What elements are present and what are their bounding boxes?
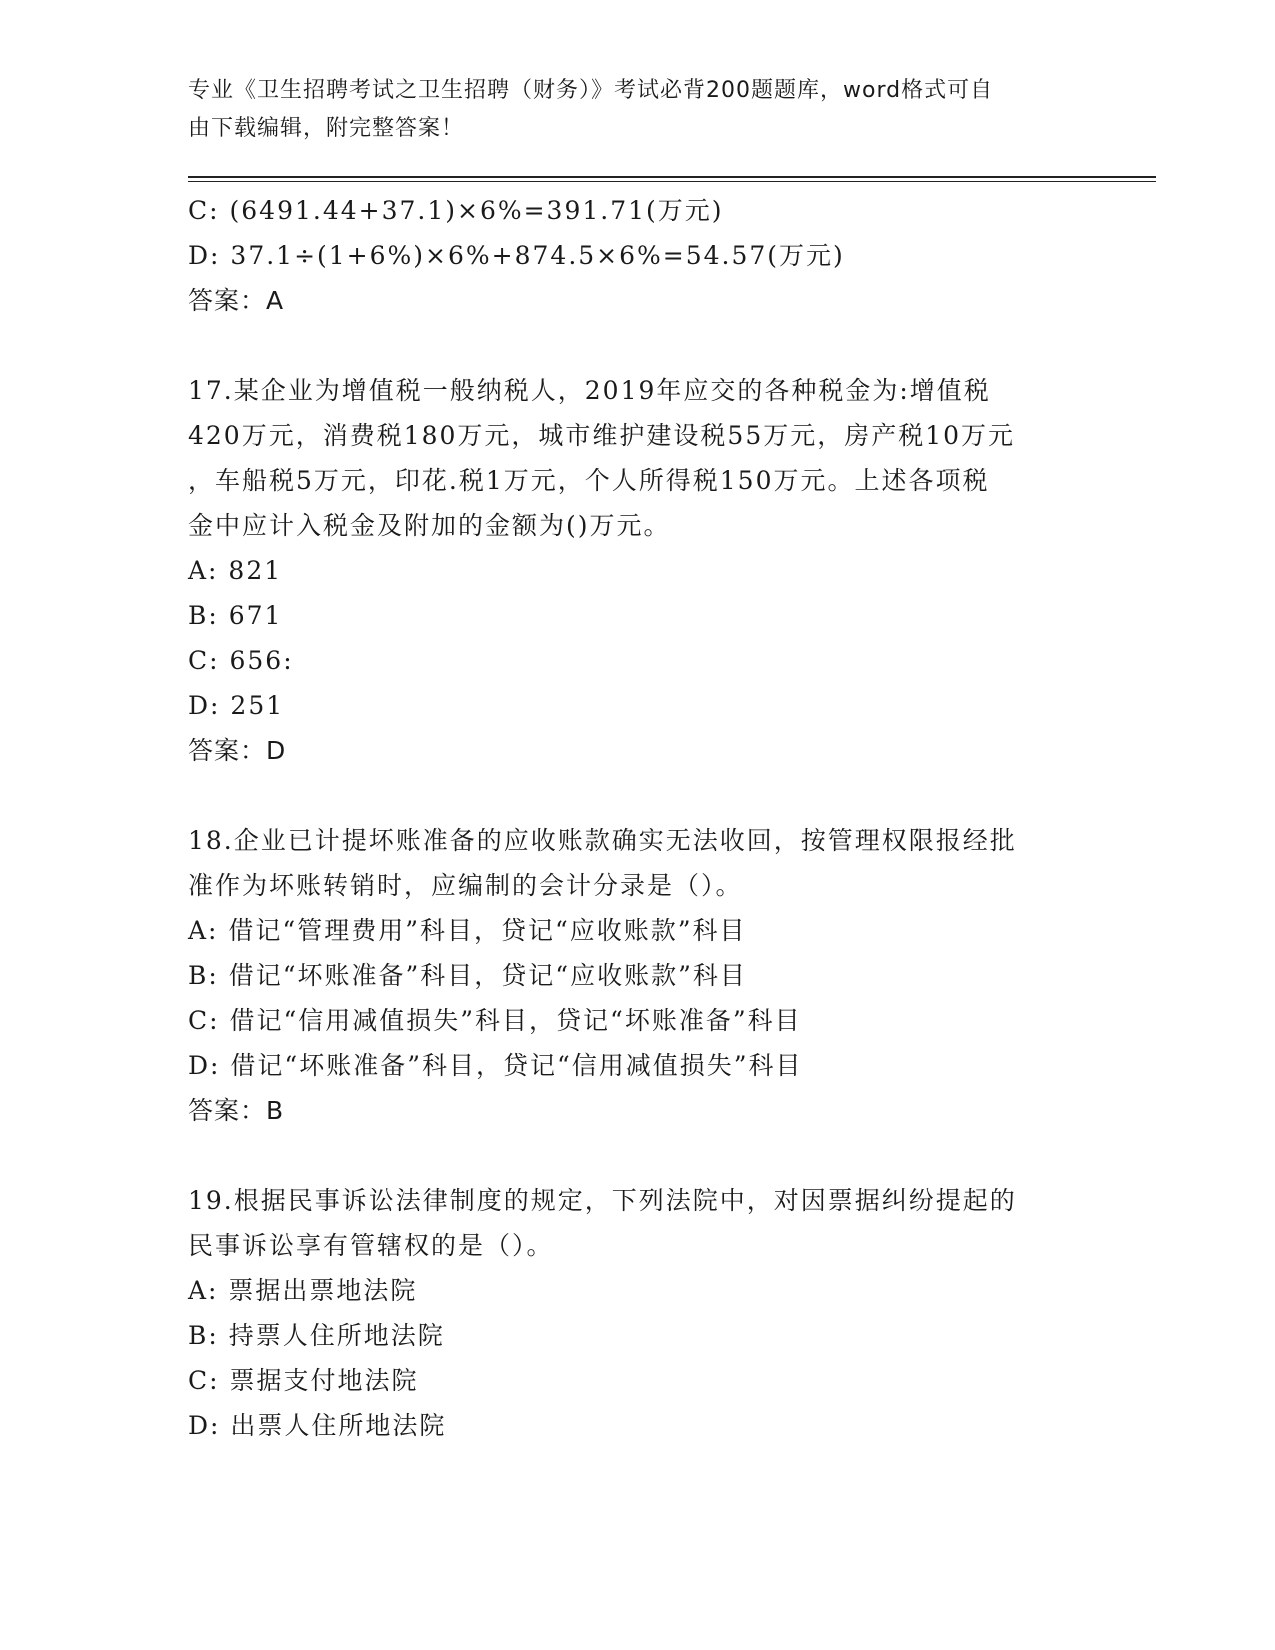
answer-line: 答案：D — [188, 736, 287, 765]
header-line-1: 专业《卫生招聘考试之卫生招聘（财务）》考试必背200题题库，word格式可自 — [188, 78, 994, 103]
document-body — [188, 188, 1088, 1448]
question-18 — [188, 818, 1088, 1133]
question-17 — [188, 368, 1088, 773]
option-a: A: 票据出票地法院 — [188, 1276, 418, 1305]
header-divider-thick — [188, 176, 1156, 178]
option-b: B: 持票人住所地法院 — [188, 1321, 445, 1350]
question-text-line: 420万元，消费税180万元，城市维护建设税55万元，房产税10万元 — [188, 421, 1016, 450]
question-text-line: 准作为坏账转销时，应编制的会计分录是（）。 — [188, 871, 743, 900]
question-19 — [188, 1178, 1088, 1448]
header-line-2: 由下载编辑，附完整答案！ — [188, 116, 465, 141]
option-d: D: 借记“坏账准备”科目，贷记“信用减值损失”科目 — [188, 1051, 803, 1080]
question-text-line: 民事诉讼享有管辖权的是（）。 — [188, 1231, 554, 1260]
option-c: C: 借记“信用减值损失”科目，贷记“坏账准备”科目 — [188, 1006, 802, 1035]
spacer — [188, 323, 1088, 368]
option-d: D: 251 — [188, 691, 285, 720]
header-divider-thin — [188, 181, 1156, 182]
question-16-tail — [188, 188, 1088, 323]
spacer — [188, 773, 1088, 818]
question-text-line: 17.某企业为增值税一般纳税人，2019年应交的各种税金为:增值税 — [188, 376, 991, 405]
question-text-line: 19.根据民事诉讼法律制度的规定，下列法院中，对因票据纠纷提起的 — [188, 1186, 1017, 1215]
option-b: B: 671 — [188, 601, 283, 630]
question-text-line: ，车船税5万元，印花.税1万元，个人所得税150万元。上述各项税 — [188, 466, 990, 495]
option-d: D: 出票人住所地法院 — [188, 1411, 447, 1440]
option-a: A: 821 — [188, 556, 283, 585]
option-c: C: 656: — [188, 646, 294, 675]
option-c: C: 票据支付地法院 — [188, 1366, 419, 1395]
answer-line: 答案：B — [188, 1096, 285, 1125]
question-text-line: 金中应计入税金及附加的金额为()万元。 — [188, 511, 671, 540]
question-text-line: 18.企业已计提坏账准备的应收账款确实无法收回，按管理权限报经批 — [188, 826, 1017, 855]
option-b: B: 借记“坏账准备”科目，贷记“应收账款”科目 — [188, 961, 747, 990]
option-c: C: (6491.44+37.1)×6%=391.71(万元) — [188, 196, 724, 225]
option-d: D: 37.1÷(1+6%)×6%+874.5×6%=54.57(万元) — [188, 241, 845, 270]
spacer — [188, 1133, 1088, 1178]
option-a: A: 借记“管理费用”科目，贷记“应收账款”科目 — [188, 916, 747, 945]
document-header — [188, 72, 1068, 148]
answer-line: 答案：A — [188, 286, 285, 315]
